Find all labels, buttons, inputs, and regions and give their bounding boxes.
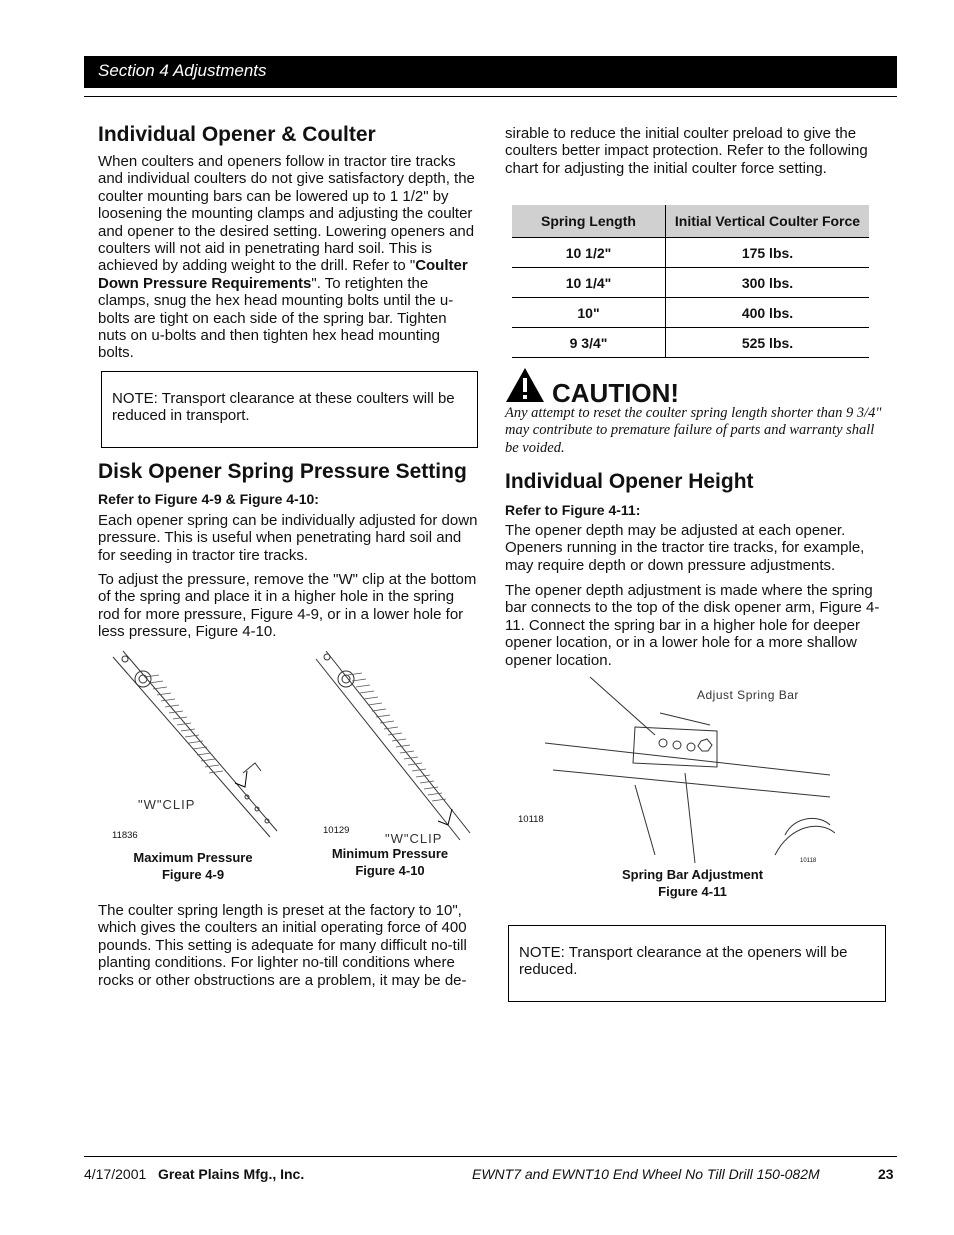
table-row <box>512 328 869 358</box>
refer-figure-4-9: Refer to Figure 4-9 & Figure 4-10: <box>98 491 319 507</box>
warning-triangle-icon <box>504 366 546 404</box>
table-cell: 400 lbs. <box>666 298 870 328</box>
caption-figure-4-11: Spring Bar Adjustment Figure 4-11 <box>621 867 764 899</box>
heading-disk-opener: Disk Opener Spring Pressure Setting <box>98 460 467 483</box>
figure-number-10129: 10129 <box>323 825 350 836</box>
table-cell: 300 lbs. <box>666 268 870 298</box>
paragraph-depth-adjustment: The opener depth adjustment is made where the spring bar connects to the top of the disk opener arm, Figure 4-11. Connect the spring bar in a higher hole for deeper opener location, or in a lower hole for a more shallow opener location. <box>505 582 880 669</box>
footer-rule <box>84 1156 897 1157</box>
paragraph-opener-depth: The opener depth may be adjusted at each opener. Openers running in the tractor tire tracks, for example, may require depth or down pressure adjustments. <box>505 522 865 574</box>
footer-company: Great Plains Mfg., Inc. <box>157 1166 305 1182</box>
footer-manual-title: EWNT7 and EWNT10 End Wheel No Till Drill 150-082M <box>472 1166 820 1182</box>
col-spring-length: Spring Length <box>512 205 666 238</box>
w-clip-label-fig9: "W"CLIP <box>138 797 196 812</box>
paragraph-spring-adjust: Each opener spring can be individually adjusted for down pressure. This is useful when penetrating hard soil and for seeding in tractor tire tracks. <box>98 512 478 564</box>
paragraph-spring-preset: The coulter spring length is preset at the factory to 10", which gives the coulters an initial operating force of 400 pounds. This setting is adequate for many difficult no-till planting conditions. For lighter no-till conditions where rocks or other obstructions are a problem, it may be de- <box>98 902 467 989</box>
table-cell: 10 1/4" <box>512 268 666 298</box>
table-header-row <box>512 205 869 238</box>
table-row <box>512 298 869 328</box>
figure-4-10-drawing <box>310 645 480 845</box>
table-cell: 525 lbs. <box>666 328 870 358</box>
refer-figure-4-11: Refer to Figure 4-11: <box>505 502 641 518</box>
caption-figure-4-9: Maximum Pressure Figure 4-9 <box>133 850 253 882</box>
heading-opener-coulter: Individual Opener & Coulter <box>98 123 376 146</box>
note-text: NOTE: Transport clearance at these coulters will be reduced in transport. <box>112 390 455 425</box>
caution-text: Any attempt to reset the coulter spring length shorter than 9 3/4" may contribute to premature failure of parts and warranty shall be voided. <box>505 405 882 456</box>
table-row <box>512 238 869 268</box>
page-number: 23 <box>878 1166 894 1182</box>
col-coulter-force: Initial Vertical Coulter Force <box>666 205 870 238</box>
figure-number-small: 10118 <box>800 858 817 864</box>
heading-opener-height: Individual Opener Height <box>505 470 754 493</box>
table-cell: 175 lbs. <box>666 238 870 268</box>
adjust-spring-bar-label: Adjust Spring Bar <box>697 688 799 702</box>
spring-force-table <box>512 205 869 358</box>
figure-number-11836: 11836 <box>112 830 138 841</box>
table-row <box>512 268 869 298</box>
table-cell: 9 3/4" <box>512 328 666 358</box>
figure-number-10118: 10118 <box>518 814 544 825</box>
figure-4-11-drawing <box>545 675 835 865</box>
header-rule <box>84 96 897 97</box>
figure-4-9-drawing <box>105 645 285 845</box>
w-clip-label-fig10: "W"CLIP <box>385 831 443 846</box>
paragraph-w-clip: To adjust the pressure, remove the "W" clip at the bottom of the spring and place it in a higher hole in the spring rod for more pressure, Figure 4-9, or in a lower hole for less pressure, Figure 4-10. <box>98 571 477 641</box>
footer-date: 4/17/2001 <box>84 1166 147 1182</box>
note-text: NOTE: Transport clearance at the openers will be reduced. <box>519 944 848 979</box>
footer-left <box>84 1166 304 1182</box>
note-box-coulters <box>101 371 478 448</box>
note-box-openers <box>508 925 886 1002</box>
caption-figure-4-10: Minimum Pressure Figure 4-10 <box>331 846 449 878</box>
table-cell: 10 1/2" <box>512 238 666 268</box>
section-header-bar <box>84 56 897 88</box>
paragraph-preload-continued: sirable to reduce the initial coulter preload to give the coulters better impact protection. Refer to the following chart for adjusting the initial coulter force setting. <box>505 125 868 177</box>
table-cell: 10" <box>512 298 666 328</box>
section-title: Section 4 Adjustments <box>98 61 267 80</box>
caution-title: CAUTION! <box>552 378 680 408</box>
paragraph-opener-coulter: When coulters and openers follow in tractor tire tracks and individual coulters do not give satisfactory depth, the coulter mounting bars can be lowered up to 1 1/2" by loosening the mounting clamps and adjusting the coulter and opener to the desired setting. Lowering openers and coulters will not aid in penetrating hard soil. This is achieved by adding weight to the drill. Refer to "Coulter Down Pressure Requirements". To retighten the clamps, snug the hex head mounting bolts until the u-bolts are tight on each side of the spring bar. Tighten nuts on u-bolts and then tighten hex head mounting bolts. <box>98 153 475 362</box>
